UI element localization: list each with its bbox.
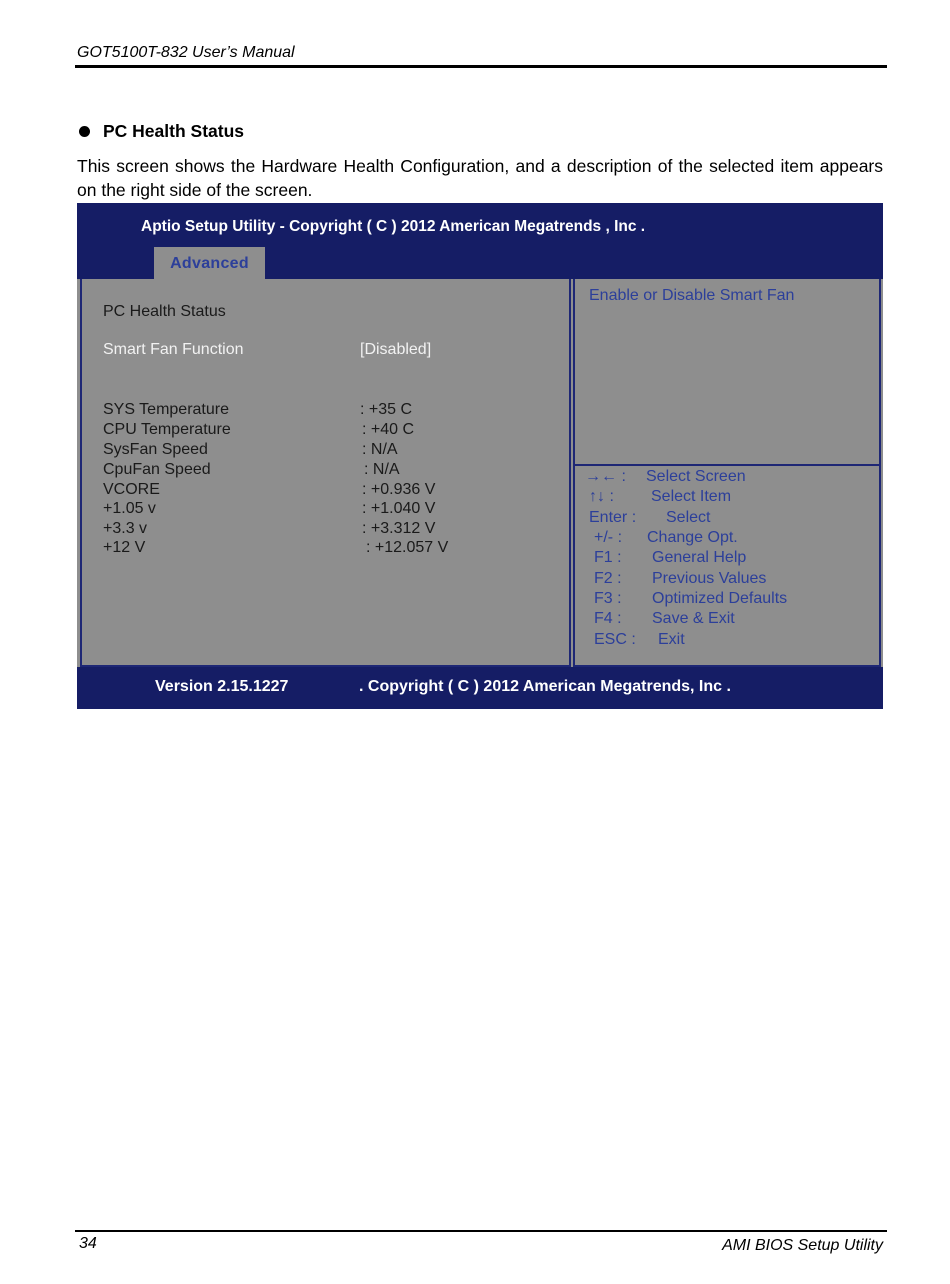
key-label: F2 :: [594, 570, 622, 587]
arrow-left-right-icon: →← :: [585, 468, 626, 485]
key-desc: General Help: [652, 549, 747, 566]
key-desc: Optimized Defaults: [652, 590, 788, 607]
header-rule: [75, 65, 887, 68]
key-label: F3 :: [594, 590, 622, 607]
reading-label: SysFan Speed: [103, 441, 208, 458]
key-desc: Select Screen: [646, 468, 746, 485]
smart-fan-function-label[interactable]: Smart Fan Function: [103, 341, 244, 358]
reading-label: SYS Temperature: [103, 401, 229, 418]
reading-label: +12 V: [103, 539, 146, 556]
key-desc: Previous Values: [652, 570, 767, 587]
key-desc: Exit: [658, 631, 685, 648]
section-title: PC Health Status: [103, 121, 244, 141]
key-desc: Save & Exit: [652, 610, 735, 627]
reading-label: CpuFan Speed: [103, 461, 211, 478]
arrow-up-down-icon: ↑↓ :: [589, 488, 614, 505]
page-number: 34: [79, 1235, 97, 1252]
footer-section: AMI BIOS Setup Utility: [722, 1237, 883, 1254]
bios-version: Version 2.15.1227: [155, 678, 289, 695]
intro-paragraph: This screen shows the Hardware Health Configuration, and a description of the selected item appears on the right side of the screen.: [77, 156, 883, 200]
manual-title: GOT5100T-832 User’s Manual: [77, 44, 295, 61]
section-heading: [77, 121, 244, 142]
reading-label: CPU Temperature: [103, 421, 231, 438]
bios-copyright: . Copyright ( C ) 2012 American Megatrends, Inc .: [359, 678, 731, 695]
reading-value: : N/A: [364, 461, 400, 478]
reading-label: +1.05 v: [103, 500, 156, 517]
key-label: Enter :: [589, 509, 637, 526]
bios-title: Aptio Setup Utility - Copyright ( C ) 2012 American Megatrends , Inc .: [141, 218, 646, 235]
key-label: ESC :: [594, 631, 636, 648]
footer-rule: [75, 1230, 887, 1232]
key-label: F1 :: [594, 549, 622, 566]
reading-label: VCORE: [103, 481, 160, 498]
key-desc: Select: [666, 509, 711, 526]
reading-value: : +1.040 V: [362, 500, 436, 517]
reading-label: +3.3 v: [103, 520, 148, 537]
key-label: F4 :: [594, 610, 622, 627]
reading-value: : +40 C: [362, 421, 415, 438]
key-label: +/- :: [594, 529, 623, 546]
bios-status-bar: [77, 667, 883, 709]
help-pane-divider: [573, 464, 881, 466]
tab-advanced[interactable]: Advanced: [154, 247, 265, 281]
smart-fan-function-value[interactable]: [Disabled]: [360, 341, 432, 358]
reading-value: : +35 C: [360, 401, 413, 418]
bullet-icon: [79, 126, 90, 137]
help-text: Enable or Disable Smart Fan: [589, 287, 795, 304]
pane-title: PC Health Status: [103, 303, 226, 320]
reading-value: : +12.057 V: [366, 539, 449, 556]
key-desc: Change Opt.: [647, 529, 738, 546]
bios-screenshot: [77, 203, 883, 709]
key-desc: Select Item: [651, 488, 732, 505]
reading-value: : N/A: [362, 441, 398, 458]
reading-value: : +3.312 V: [362, 520, 436, 537]
reading-value: : +0.936 V: [362, 481, 436, 498]
